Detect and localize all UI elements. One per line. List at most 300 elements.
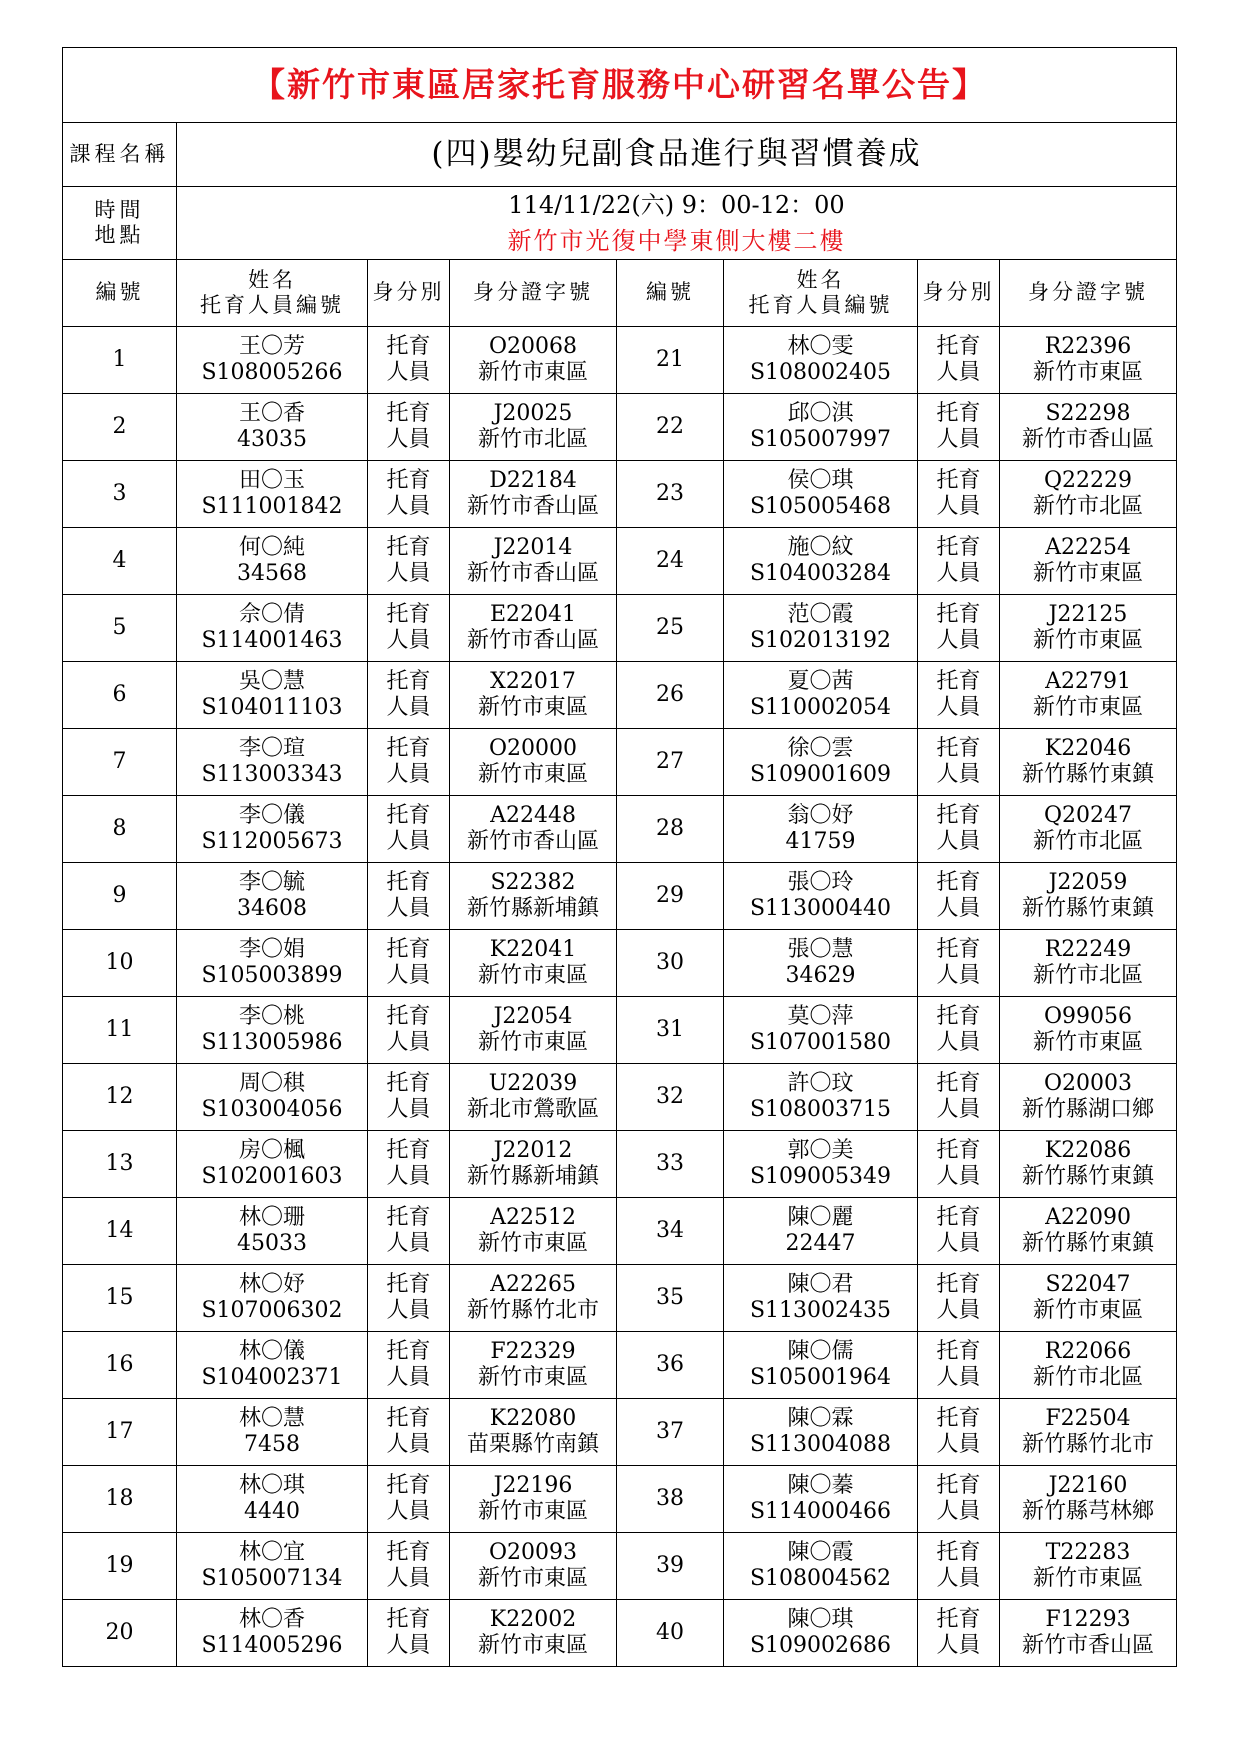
entry-identity-line1: 托育 bbox=[386, 735, 431, 761]
entry-name-cell bbox=[177, 1198, 368, 1265]
entry-name: 陳〇君 bbox=[787, 1271, 854, 1297]
entry-area: 新竹市東區 bbox=[477, 360, 588, 385]
entry-identity-cell bbox=[918, 796, 1000, 863]
entry-number: 38 bbox=[617, 1466, 724, 1533]
entry-id-number: O20000 bbox=[488, 735, 578, 761]
entry-id-cell bbox=[1000, 930, 1177, 997]
entry-id-number: K22080 bbox=[489, 1405, 577, 1431]
header-name-line1-2: 姓名 bbox=[796, 267, 845, 292]
entry-id-cell bbox=[450, 1533, 617, 1600]
entry-identity-cell bbox=[368, 595, 450, 662]
entry-identity-line2: 人員 bbox=[936, 1231, 981, 1256]
entry-area: 新竹市東區 bbox=[1032, 561, 1143, 586]
entry-name-cell bbox=[177, 930, 368, 997]
entry-identity-line1: 托育 bbox=[386, 1405, 431, 1431]
entry-name: 林〇慧 bbox=[238, 1405, 305, 1431]
entry-id-number: T22283 bbox=[1045, 1539, 1131, 1565]
entry-caregiver-code: S114005296 bbox=[201, 1633, 343, 1658]
entry-id-number: A22791 bbox=[1045, 668, 1131, 694]
entry-identity-line2: 人員 bbox=[386, 1432, 431, 1457]
page-title-text: 【新竹市東區居家托育服務中心研習名單公告】 bbox=[252, 65, 987, 105]
entry-area: 新竹市東區 bbox=[477, 1231, 588, 1256]
entry-area: 新竹縣竹北市 bbox=[466, 1298, 599, 1323]
entry-id-cell bbox=[450, 863, 617, 930]
entry-id-number: S22047 bbox=[1045, 1271, 1131, 1297]
entry-id-cell bbox=[1000, 997, 1177, 1064]
entry-id-number: S22298 bbox=[1045, 400, 1131, 426]
entry-identity-line2: 人員 bbox=[936, 1365, 981, 1390]
entry-name: 周〇稘 bbox=[238, 1070, 305, 1096]
entry-id-number: J22160 bbox=[1048, 1472, 1128, 1498]
table-row bbox=[63, 997, 1177, 1064]
entry-caregiver-code: S102001603 bbox=[201, 1164, 343, 1189]
entry-name: 張〇慧 bbox=[787, 936, 854, 962]
entry-area: 新竹市東區 bbox=[1032, 628, 1143, 653]
entry-identity-line1: 托育 bbox=[936, 1606, 981, 1632]
table-row bbox=[63, 1198, 1177, 1265]
entry-identity-line2: 人員 bbox=[386, 561, 431, 586]
entry-name: 郭〇美 bbox=[787, 1137, 854, 1163]
entry-id-number: J22054 bbox=[493, 1003, 573, 1029]
entry-caregiver-code: S113000440 bbox=[749, 896, 892, 921]
entry-id-number: J20025 bbox=[493, 400, 573, 426]
entry-caregiver-code: S114000466 bbox=[749, 1499, 892, 1524]
entry-name: 夏〇茜 bbox=[787, 668, 854, 694]
entry-identity-line2: 人員 bbox=[386, 1231, 431, 1256]
entry-identity-line1: 托育 bbox=[386, 1606, 431, 1632]
entry-number: 30 bbox=[617, 930, 724, 997]
entry-identity-cell bbox=[918, 394, 1000, 461]
entry-number: 34 bbox=[617, 1198, 724, 1265]
entry-identity-line2: 人員 bbox=[936, 427, 981, 452]
entry-number: 12 bbox=[63, 1064, 177, 1131]
entry-id-number: D22184 bbox=[489, 467, 577, 493]
entry-id-number: A22512 bbox=[490, 1204, 576, 1230]
entry-identity-line2: 人員 bbox=[386, 1164, 431, 1189]
entry-area: 新竹市東區 bbox=[1032, 1298, 1143, 1323]
entry-identity-line1: 托育 bbox=[936, 668, 981, 694]
entry-caregiver-code: S108005266 bbox=[201, 360, 343, 385]
entry-identity-line2: 人員 bbox=[386, 695, 431, 720]
entry-area: 新竹市香山區 bbox=[466, 494, 599, 519]
entry-identity-line1: 托育 bbox=[936, 802, 981, 828]
entry-identity-line1: 托育 bbox=[386, 1204, 431, 1230]
entry-name-cell bbox=[724, 1064, 918, 1131]
entry-identity-cell bbox=[368, 1198, 450, 1265]
entry-id-number: O99056 bbox=[1043, 1003, 1133, 1029]
entry-identity-line2: 人員 bbox=[386, 1365, 431, 1390]
entry-caregiver-code: 41759 bbox=[785, 829, 856, 854]
table-row bbox=[63, 327, 1177, 394]
entry-identity-line1: 托育 bbox=[936, 1070, 981, 1096]
entry-name: 李〇瑄 bbox=[238, 735, 305, 761]
entry-number: 3 bbox=[63, 461, 177, 528]
table-row bbox=[63, 1064, 1177, 1131]
entry-identity-cell bbox=[918, 930, 1000, 997]
entry-name: 莫〇萍 bbox=[787, 1003, 854, 1029]
course-label: 課程名稱 bbox=[63, 123, 177, 187]
entry-caregiver-code: S105001964 bbox=[749, 1365, 892, 1390]
entry-name: 李〇儀 bbox=[238, 802, 305, 828]
entry-number: 26 bbox=[617, 662, 724, 729]
entry-area: 新竹市東區 bbox=[1032, 695, 1143, 720]
entry-identity-line1: 托育 bbox=[386, 1539, 431, 1565]
entry-area: 新竹市東區 bbox=[1032, 1566, 1143, 1591]
entry-name-cell bbox=[724, 930, 918, 997]
entry-identity-line2: 人員 bbox=[936, 1164, 981, 1189]
entry-id-number: K22046 bbox=[1044, 735, 1132, 761]
entry-identity-line1: 托育 bbox=[936, 534, 981, 560]
entry-area: 新竹市東區 bbox=[477, 1633, 588, 1658]
entry-identity-line1: 托育 bbox=[936, 1338, 981, 1364]
entry-identity-cell bbox=[918, 1131, 1000, 1198]
entry-name-cell bbox=[724, 863, 918, 930]
header-number-2: 編號 bbox=[617, 260, 724, 327]
table-row bbox=[63, 1265, 1177, 1332]
entry-id-cell bbox=[450, 394, 617, 461]
entry-identity-line2: 人員 bbox=[386, 963, 431, 988]
entry-number: 1 bbox=[63, 327, 177, 394]
entry-name-cell bbox=[177, 1399, 368, 1466]
session-place: 新竹市光復中學東側大樓二樓 bbox=[507, 227, 846, 255]
entry-caregiver-code: 43035 bbox=[237, 427, 307, 452]
table-row bbox=[63, 1399, 1177, 1466]
entry-number: 36 bbox=[617, 1332, 724, 1399]
entry-id-cell bbox=[450, 1600, 617, 1667]
entry-area: 新竹縣竹東鎮 bbox=[1021, 1164, 1154, 1189]
entry-caregiver-code: S109005349 bbox=[749, 1164, 892, 1189]
entry-identity-line1: 托育 bbox=[386, 1137, 431, 1163]
entry-identity-line2: 人員 bbox=[936, 1566, 981, 1591]
entry-id-cell bbox=[1000, 327, 1177, 394]
entry-name-cell bbox=[724, 1131, 918, 1198]
table-row bbox=[63, 729, 1177, 796]
entry-identity-line2: 人員 bbox=[936, 1432, 981, 1457]
entry-name-cell bbox=[177, 1466, 368, 1533]
entry-id-cell bbox=[450, 930, 617, 997]
entry-identity-cell bbox=[368, 461, 450, 528]
entry-area: 新竹市東區 bbox=[477, 1499, 588, 1524]
entry-number: 11 bbox=[63, 997, 177, 1064]
entry-name: 陳〇霞 bbox=[787, 1539, 854, 1565]
entry-caregiver-code: 7458 bbox=[244, 1432, 300, 1457]
entry-name-cell bbox=[724, 796, 918, 863]
entry-identity-line2: 人員 bbox=[386, 1097, 431, 1122]
entry-identity-line1: 托育 bbox=[936, 936, 981, 962]
entry-identity-line1: 托育 bbox=[936, 1137, 981, 1163]
entry-caregiver-code: S113004088 bbox=[749, 1432, 892, 1457]
entry-identity-line2: 人員 bbox=[386, 427, 431, 452]
table-row bbox=[63, 930, 1177, 997]
entry-name: 田〇玉 bbox=[238, 467, 305, 493]
entry-id-cell bbox=[450, 1399, 617, 1466]
entry-identity-cell bbox=[918, 1600, 1000, 1667]
entry-id-number: F12293 bbox=[1045, 1606, 1131, 1632]
entry-id-number: O20068 bbox=[488, 333, 578, 359]
entry-id-number: O20003 bbox=[1043, 1070, 1133, 1096]
entry-identity-line1: 托育 bbox=[936, 1405, 981, 1431]
entry-identity-line2: 人員 bbox=[936, 360, 981, 385]
entry-caregiver-code: S104003284 bbox=[749, 561, 892, 586]
entry-identity-cell bbox=[368, 1533, 450, 1600]
entry-name-cell bbox=[724, 528, 918, 595]
entry-caregiver-code: 4440 bbox=[244, 1499, 300, 1524]
entry-identity-line2: 人員 bbox=[386, 360, 431, 385]
entry-name: 施〇紋 bbox=[787, 534, 854, 560]
entry-id-cell bbox=[450, 327, 617, 394]
entry-number: 4 bbox=[63, 528, 177, 595]
entry-name-cell bbox=[724, 327, 918, 394]
entry-area: 新竹市北區 bbox=[1032, 494, 1143, 519]
entry-identity-line1: 托育 bbox=[936, 333, 981, 359]
entry-identity-line2: 人員 bbox=[386, 1298, 431, 1323]
entry-caregiver-code: S113005986 bbox=[201, 1030, 343, 1055]
entry-number: 20 bbox=[63, 1600, 177, 1667]
entry-identity-line1: 托育 bbox=[936, 601, 981, 627]
entry-id-cell bbox=[1000, 461, 1177, 528]
entry-identity-line2: 人員 bbox=[386, 896, 431, 921]
entry-name: 佘〇倩 bbox=[238, 601, 305, 627]
entry-identity-line2: 人員 bbox=[936, 1499, 981, 1524]
entry-id-cell bbox=[450, 595, 617, 662]
entry-identity-cell bbox=[918, 327, 1000, 394]
entry-identity-line1: 托育 bbox=[386, 601, 431, 627]
entry-identity-line1: 托育 bbox=[386, 668, 431, 694]
entry-name-cell bbox=[177, 1600, 368, 1667]
entry-number: 28 bbox=[617, 796, 724, 863]
header-identity: 身分別 bbox=[368, 260, 450, 327]
entry-identity-line1: 托育 bbox=[386, 333, 431, 359]
entry-identity-cell bbox=[918, 1265, 1000, 1332]
entry-identity-line1: 托育 bbox=[386, 1070, 431, 1096]
table-row bbox=[63, 528, 1177, 595]
header-name-line2-2: 托育人員編號 bbox=[748, 293, 893, 317]
entry-name: 張〇玲 bbox=[787, 869, 854, 895]
entry-area: 新竹市北區 bbox=[477, 427, 588, 452]
entry-name: 林〇儀 bbox=[238, 1338, 305, 1364]
entry-name-cell bbox=[177, 729, 368, 796]
entry-caregiver-code: S103004056 bbox=[201, 1097, 343, 1122]
entry-identity-line1: 托育 bbox=[386, 534, 431, 560]
entry-identity-line2: 人員 bbox=[386, 1566, 431, 1591]
entry-id-cell bbox=[1000, 1466, 1177, 1533]
entry-name: 王〇芳 bbox=[238, 333, 305, 359]
entry-area: 新竹縣新埔鎮 bbox=[466, 896, 599, 921]
entry-name: 房〇楓 bbox=[238, 1137, 305, 1163]
entry-name: 翁〇妤 bbox=[787, 802, 854, 828]
place-label: 地點 bbox=[94, 223, 145, 247]
entry-identity-line1: 托育 bbox=[386, 1271, 431, 1297]
entry-name-cell bbox=[177, 796, 368, 863]
entry-number: 14 bbox=[63, 1198, 177, 1265]
entry-caregiver-code: 34568 bbox=[237, 561, 307, 586]
entry-name: 何〇純 bbox=[238, 534, 305, 560]
entry-number: 25 bbox=[617, 595, 724, 662]
entry-number: 13 bbox=[63, 1131, 177, 1198]
entry-id-number: Q20247 bbox=[1043, 802, 1133, 828]
entry-area: 新竹市香山區 bbox=[466, 628, 599, 653]
entry-identity-line2: 人員 bbox=[936, 628, 981, 653]
entry-number: 7 bbox=[63, 729, 177, 796]
entry-name-cell bbox=[724, 1265, 918, 1332]
header-name bbox=[177, 260, 368, 327]
entry-caregiver-code: S107006302 bbox=[201, 1298, 343, 1323]
table-row bbox=[63, 863, 1177, 930]
entry-area: 新竹市北區 bbox=[1032, 1365, 1143, 1390]
entry-id-number: A22090 bbox=[1045, 1204, 1131, 1230]
entry-id-number: K22086 bbox=[1044, 1137, 1132, 1163]
entry-identity-line2: 人員 bbox=[936, 896, 981, 921]
entry-id-cell bbox=[1000, 1533, 1177, 1600]
entry-id-cell bbox=[1000, 662, 1177, 729]
entry-identity-cell bbox=[368, 1399, 450, 1466]
entry-identity-cell bbox=[368, 863, 450, 930]
entry-id-cell bbox=[450, 1198, 617, 1265]
entry-number: 23 bbox=[617, 461, 724, 528]
entry-identity-line2: 人員 bbox=[386, 1030, 431, 1055]
entry-name-cell bbox=[724, 1332, 918, 1399]
entry-identity-cell bbox=[918, 863, 1000, 930]
table-row bbox=[63, 1332, 1177, 1399]
entry-area: 新竹縣新埔鎮 bbox=[466, 1164, 599, 1189]
entry-number: 16 bbox=[63, 1332, 177, 1399]
entry-name-cell bbox=[724, 595, 918, 662]
entry-name: 李〇桃 bbox=[238, 1003, 305, 1029]
entry-area: 新竹市香山區 bbox=[466, 561, 599, 586]
entry-identity-cell bbox=[368, 1064, 450, 1131]
entry-id-cell bbox=[1000, 1399, 1177, 1466]
entry-area: 新竹市東區 bbox=[477, 762, 588, 787]
entry-id-number: J22014 bbox=[493, 534, 573, 560]
table-row bbox=[63, 1600, 1177, 1667]
entry-identity-line2: 人員 bbox=[936, 1633, 981, 1658]
entry-identity-cell bbox=[918, 1466, 1000, 1533]
entry-caregiver-code: S114001463 bbox=[201, 628, 343, 653]
entry-name-cell bbox=[177, 662, 368, 729]
entry-area: 新竹市香山區 bbox=[1021, 1633, 1154, 1658]
entry-name: 林〇珊 bbox=[238, 1204, 305, 1230]
entry-id-number: K22002 bbox=[489, 1606, 577, 1632]
entry-name: 林〇宜 bbox=[238, 1539, 305, 1565]
entry-id-number: A22265 bbox=[490, 1271, 576, 1297]
entry-name: 范〇霞 bbox=[787, 601, 854, 627]
entry-id-cell bbox=[1000, 796, 1177, 863]
entry-number: 6 bbox=[63, 662, 177, 729]
entry-name-cell bbox=[177, 1533, 368, 1600]
entry-area: 新竹市東區 bbox=[477, 1566, 588, 1591]
entry-id-number: U22039 bbox=[488, 1070, 578, 1096]
entry-name-cell bbox=[724, 461, 918, 528]
entry-identity-cell bbox=[918, 1064, 1000, 1131]
entry-identity-cell bbox=[368, 997, 450, 1064]
entry-name-cell bbox=[177, 528, 368, 595]
entry-id-number: F22329 bbox=[490, 1338, 576, 1364]
entry-identity-line2: 人員 bbox=[936, 762, 981, 787]
entry-name-cell bbox=[724, 1533, 918, 1600]
entry-number: 2 bbox=[63, 394, 177, 461]
entry-id-cell bbox=[1000, 394, 1177, 461]
entry-id-number: X22017 bbox=[490, 668, 576, 694]
entry-name: 邱〇淇 bbox=[787, 400, 854, 426]
entry-id-number: O20093 bbox=[488, 1539, 578, 1565]
entry-caregiver-code: 34608 bbox=[237, 896, 307, 921]
entry-name: 侯〇琪 bbox=[787, 467, 854, 493]
entry-id-cell bbox=[450, 461, 617, 528]
entry-identity-line1: 托育 bbox=[936, 1271, 981, 1297]
entry-number: 19 bbox=[63, 1533, 177, 1600]
time-label: 時間 bbox=[94, 197, 145, 222]
entry-identity-line2: 人員 bbox=[936, 494, 981, 519]
entry-area: 新竹市北區 bbox=[1032, 963, 1143, 988]
entry-number: 21 bbox=[617, 327, 724, 394]
entry-area: 新竹縣竹東鎮 bbox=[1021, 1231, 1154, 1256]
entry-name: 陳〇麗 bbox=[787, 1204, 854, 1230]
entry-number: 10 bbox=[63, 930, 177, 997]
entry-identity-cell bbox=[368, 327, 450, 394]
entry-caregiver-code: S113003343 bbox=[201, 762, 343, 787]
entry-number: 32 bbox=[617, 1064, 724, 1131]
entry-identity-line1: 托育 bbox=[936, 1472, 981, 1498]
entry-identity-line2: 人員 bbox=[936, 561, 981, 586]
entry-identity-line1: 托育 bbox=[386, 1472, 431, 1498]
table-row bbox=[63, 595, 1177, 662]
entry-area: 新竹縣竹東鎮 bbox=[1021, 896, 1154, 921]
entry-name-cell bbox=[724, 1600, 918, 1667]
entry-number: 22 bbox=[617, 394, 724, 461]
entry-id-cell bbox=[450, 1466, 617, 1533]
entry-name: 李〇娟 bbox=[238, 936, 305, 962]
entry-number: 33 bbox=[617, 1131, 724, 1198]
entry-name-cell bbox=[177, 595, 368, 662]
entry-identity-line2: 人員 bbox=[386, 494, 431, 519]
entry-identity-line2: 人員 bbox=[936, 963, 981, 988]
entry-identity-cell bbox=[918, 1198, 1000, 1265]
header-name-line2: 托育人員編號 bbox=[200, 293, 344, 317]
entry-name: 徐〇雲 bbox=[787, 735, 854, 761]
entry-id-cell bbox=[1000, 729, 1177, 796]
entry-identity-line1: 托育 bbox=[936, 1539, 981, 1565]
entry-caregiver-code: S105005468 bbox=[749, 494, 892, 519]
entry-identity-line1: 托育 bbox=[936, 869, 981, 895]
entry-caregiver-code: 34629 bbox=[785, 963, 856, 988]
entry-caregiver-code: S102013192 bbox=[749, 628, 892, 653]
entry-id-cell bbox=[1000, 528, 1177, 595]
page-title bbox=[63, 48, 1177, 123]
entry-identity-line2: 人員 bbox=[386, 762, 431, 787]
entry-caregiver-code: 22447 bbox=[785, 1231, 856, 1256]
entry-area: 新竹市東區 bbox=[477, 695, 588, 720]
entry-number: 37 bbox=[617, 1399, 724, 1466]
entry-id-cell bbox=[1000, 1198, 1177, 1265]
entry-id-cell bbox=[1000, 1131, 1177, 1198]
entry-number: 29 bbox=[617, 863, 724, 930]
entry-identity-line2: 人員 bbox=[936, 1097, 981, 1122]
table-row bbox=[63, 662, 1177, 729]
entry-name-cell bbox=[177, 461, 368, 528]
entry-area: 新竹市香山區 bbox=[1021, 427, 1154, 452]
entry-identity-line1: 托育 bbox=[386, 936, 431, 962]
entry-caregiver-code: S112005673 bbox=[201, 829, 343, 854]
entry-identity-line2: 人員 bbox=[936, 1030, 981, 1055]
entry-id-number: R22066 bbox=[1044, 1338, 1132, 1364]
entry-identity-line2: 人員 bbox=[936, 695, 981, 720]
entry-identity-cell bbox=[368, 528, 450, 595]
entry-caregiver-code: S108003715 bbox=[749, 1097, 892, 1122]
session-time: 114/11/22(六) 9：00-12：00 bbox=[508, 191, 845, 219]
entry-identity-cell bbox=[918, 662, 1000, 729]
header-name-2 bbox=[724, 260, 918, 327]
entry-area: 新竹市北區 bbox=[1032, 829, 1143, 854]
